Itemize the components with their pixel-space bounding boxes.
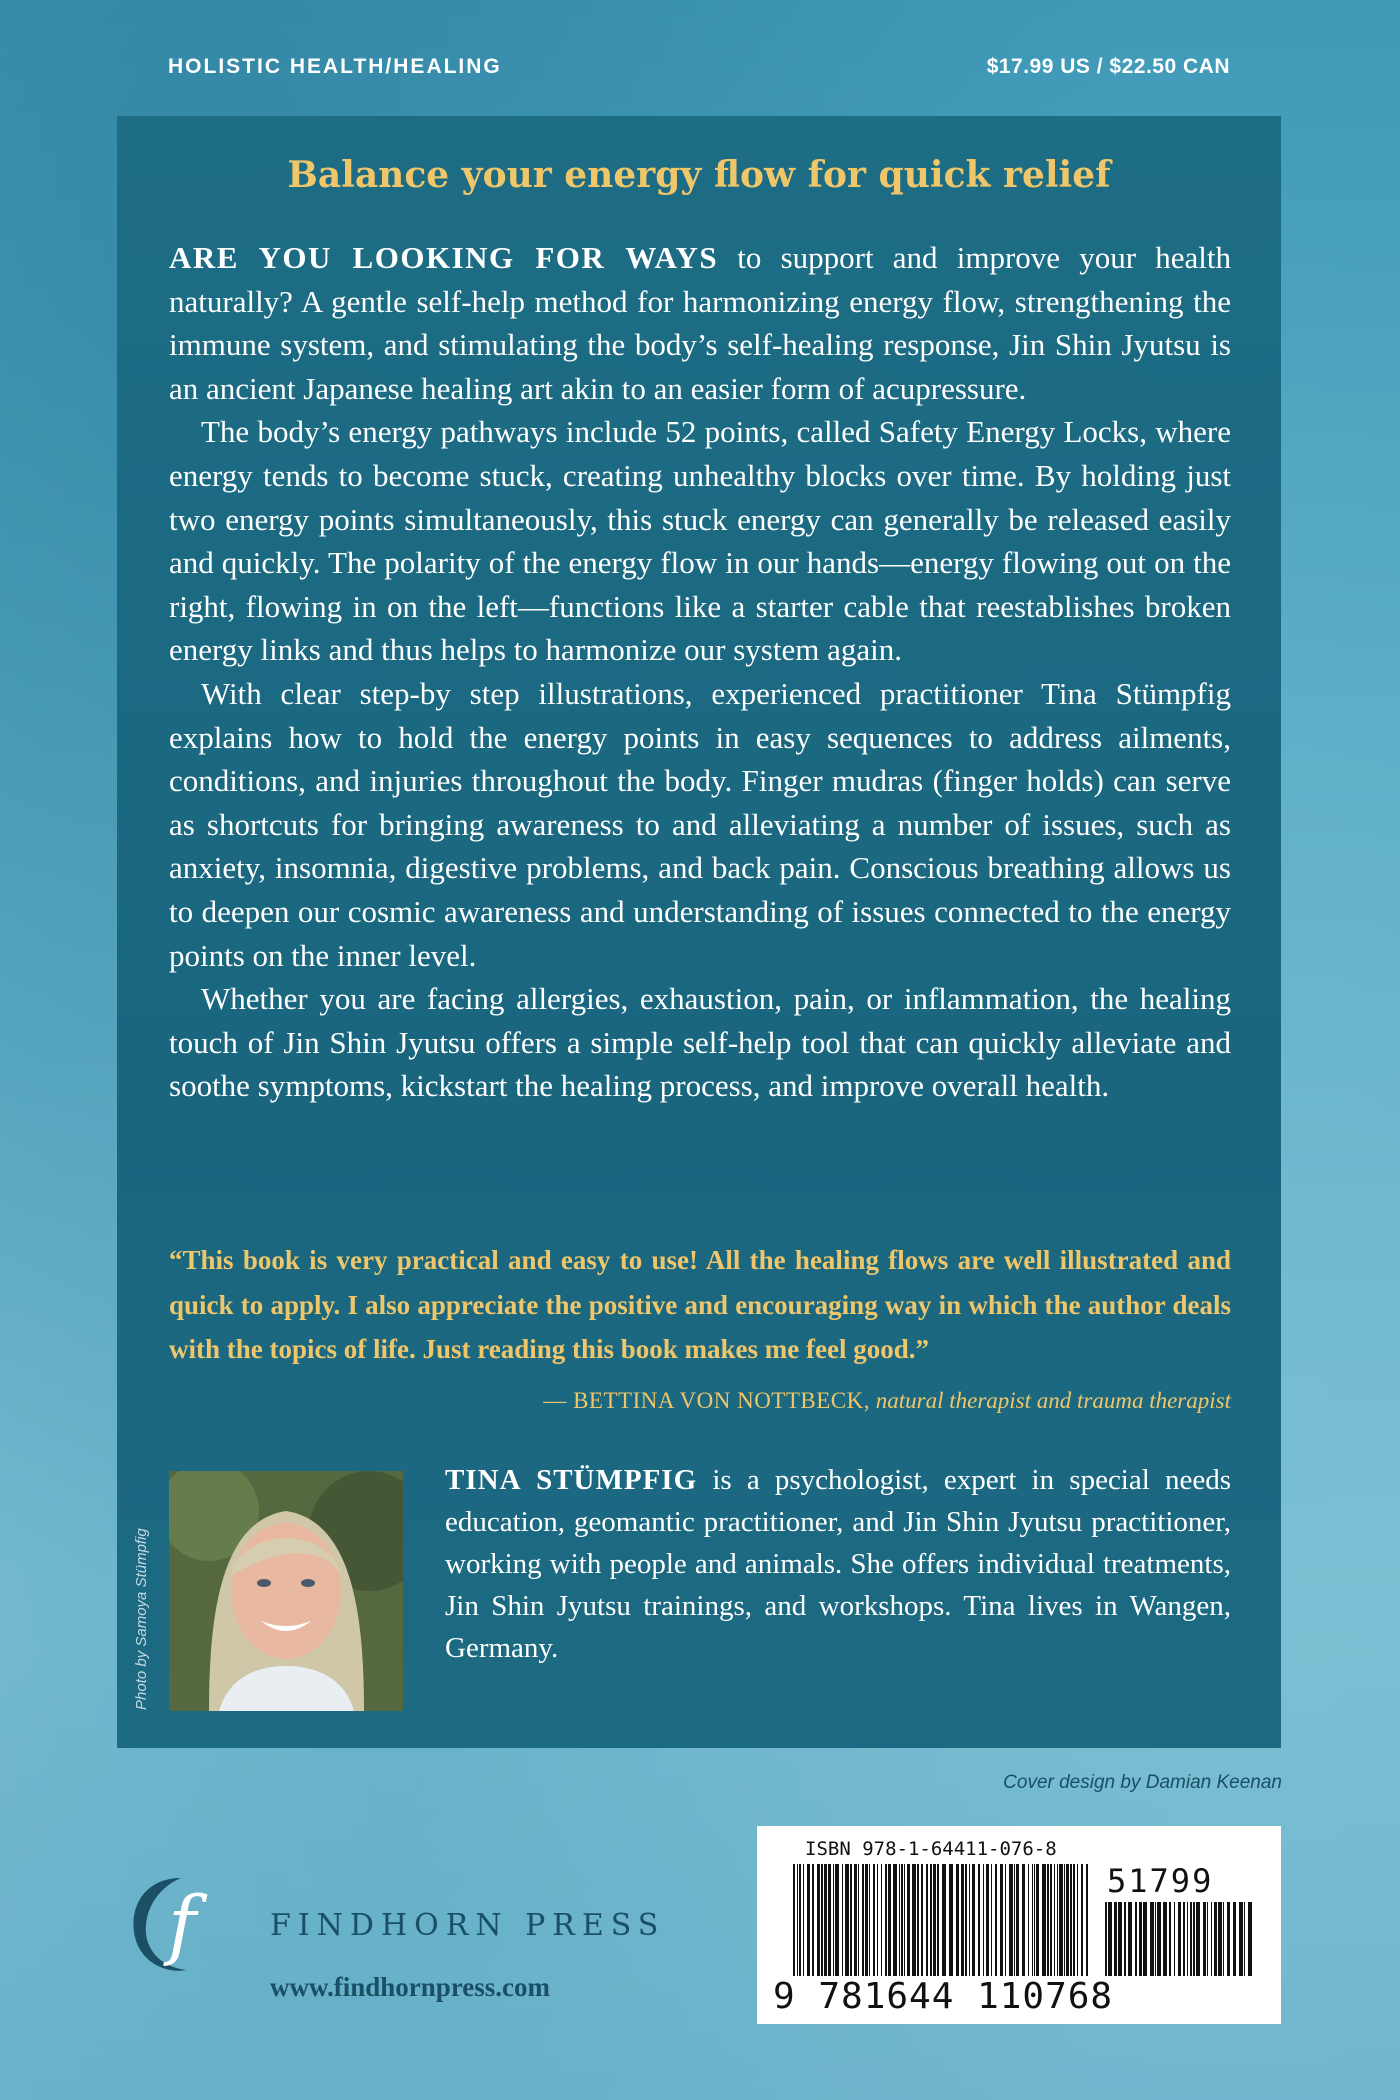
price-code: 51799 <box>1107 1862 1214 1900</box>
author-photo <box>169 1471 403 1711</box>
paragraph-1 <box>169 236 1231 410</box>
barcode <box>757 1826 1281 2024</box>
author-name: TINA STÜMPFIG <box>445 1464 698 1496</box>
testimonial-attribution <box>543 1388 1231 1414</box>
photo-credit: Photo by Samoya Stümpfig <box>133 1528 150 1710</box>
description <box>169 236 1231 1108</box>
cover-credit: Cover design by Damian Keenan <box>1003 1772 1282 1793</box>
testimonial-role: natural therapist and trauma therapist <box>870 1388 1231 1413</box>
ean-digits: 9 781644 110768 <box>773 1976 1114 2017</box>
ean-barcode-bars <box>793 1864 1093 1976</box>
logo-letter: f <box>168 1879 197 1968</box>
paragraph-1-text: to support and improve your health naturally? A gentle self-help method for harmonizing energy flow, strengthening the immune system, and stimulating the body’s self-healing response, Jin Shin Jyutsu is an ancient Japanese healing art akin to an easier form of acupressure. <box>169 240 1231 406</box>
publisher-name: FINDHORN PRESS <box>270 1908 666 1943</box>
paragraph-2: The body’s energy pathways include 52 points, called Safety Energy Locks, where energy tends to become stuck, creating unhealthy blocks over time. By holding just two energy points simultaneously, this stuck energy can generally be released easily and quickly. The polarity of the energy flow in our hands—energy flowing out on the right, flowing in on the left—functions like a starter cable that reestablishes broken energy links and thus helps to harmonize our system again. <box>169 414 1231 668</box>
price-barcode-bars <box>1105 1902 1255 1976</box>
paragraph-3: With clear step-by step illustrations, experienced practitioner Tina Stümpfig explains how to hold the energy points in easy sequences to address ailments, conditions, and injuries throughout the body. Finger mudras (finger holds) can serve as shortcuts for bringing awareness to and alleviating a number of issues, such as anxiety, insomnia, digestive problems, and back pain. Conscious breathing allows us to deepen our cosmic awareness and understanding of issues connected to the energy points on the inner level. <box>169 675 1231 973</box>
paragraph-4: Whether you are facing allergies, exhaustion, pain, or inflammation, the healing touch of Jin Shin Jyutsu offers a simple self-help tool that can quickly alleviate and soothe symptoms, kickstart the healing process, and improve overall health. <box>169 981 1231 1104</box>
category-label: HOLISTIC HEALTH/HEALING <box>168 55 502 78</box>
lead-in: ARE YOU LOOKING FOR WAYS <box>169 240 719 275</box>
author-bio-text: is a psychologist, expert in special needs education, geomantic practitioner, and Jin Shin Jyutsu practitioner, working with people and animals. She offers individual treatments, Jin Shin Jyutsu trainings, and workshops. Tina lives in Wangen, Germany. <box>445 1464 1231 1664</box>
findhorn-logo-icon <box>126 1870 236 1980</box>
author-portrait-icon <box>169 1471 403 1711</box>
content-panel <box>117 116 1281 1748</box>
testimonial-name: — BETTINA VON NOTTBECK, <box>543 1388 870 1413</box>
top-bar <box>168 52 1230 82</box>
publisher-website[interactable]: www.findhornpress.com <box>270 1972 551 2002</box>
findhorn-logo <box>126 1870 236 1980</box>
headline: Balance your energy flow for quick relief <box>287 154 1111 196</box>
price-label: $17.99 US / $22.50 CAN <box>986 55 1230 78</box>
testimonial-quote: “This book is very practical and easy to use! All the healing flows are well illustrated and quick to apply. I also appreciate the positive and encouraging way in which the author deals with the topics of life. Just reading this book makes me feel good.” <box>169 1245 1231 1364</box>
isbn-text: ISBN 978-1-64411-076-8 <box>805 1838 1057 1860</box>
author-bio <box>445 1459 1231 1669</box>
